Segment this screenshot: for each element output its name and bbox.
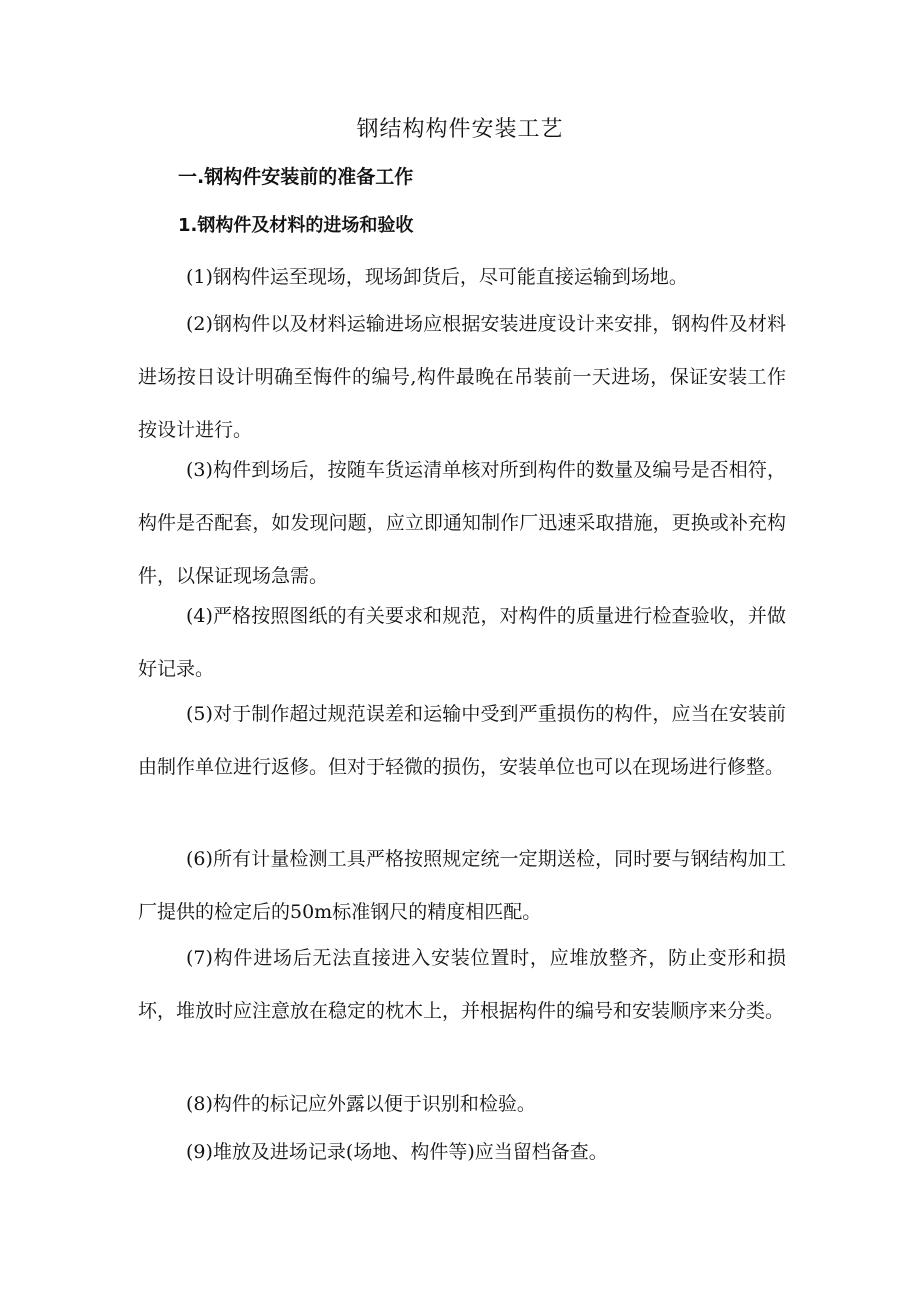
paragraph-7: (7)构件进场后无法直接进入安装位置时，应堆放整齐，防止变形和损坏，堆放时应注意放在稳定的枕木上，并根据构件的编号和安装顺序来分类。 [138,947,786,1022]
section-heading: 一.钢构件安装前的准备工作 [178,166,414,188]
paragraph-8: (8)构件的标记应外露以便于识别和检验。 [186,1093,536,1115]
document-title: 钢结构构件安装工艺 [356,117,564,142]
paragraph-6: (6)所有计量检测工具严格按照规定统一定期送检，同时要与钢结构加工厂提供的检定后的50m标准钢尺的精度相匹配。 [138,848,786,923]
paragraph-5: (5)对于制作超过规范误差和运输中受到严重损伤的构件，应当在安装前由制作单位进行返修。但对于轻微的损伤，安装单位也可以在现场进行修整。 [138,703,786,778]
paragraph-1: (1)钢构件运至现场，现场卸货后，尽可能直接运输到场地。 [186,266,688,288]
paragraph-4: (4)严格按照图纸的有关要求和规范，对构件的质量进行检查验收，并做好记录。 [138,605,786,680]
paragraph-3: (3)构件到场后，按随车货运清单核对所到构件的数量及编号是否相符，构件是否配套，如发现问题，应立即通知制作厂迅速采取措施，更换或补充构件，以保证现场急需。 [138,459,786,587]
sub-heading: 1.钢构件及材料的进场和验收 [178,215,414,236]
paragraph-9: (9)堆放及进场记录(场地、构件等)应当留档备查。 [186,1141,608,1163]
paragraph-2: (2)钢构件以及材料运输进场应根据安装进度设计来安排，钢构件及材料进场按日设计明确至悔件的编号,构件最晚在吊装前一天进场，保证安装工作按设计进行。 [138,313,786,441]
